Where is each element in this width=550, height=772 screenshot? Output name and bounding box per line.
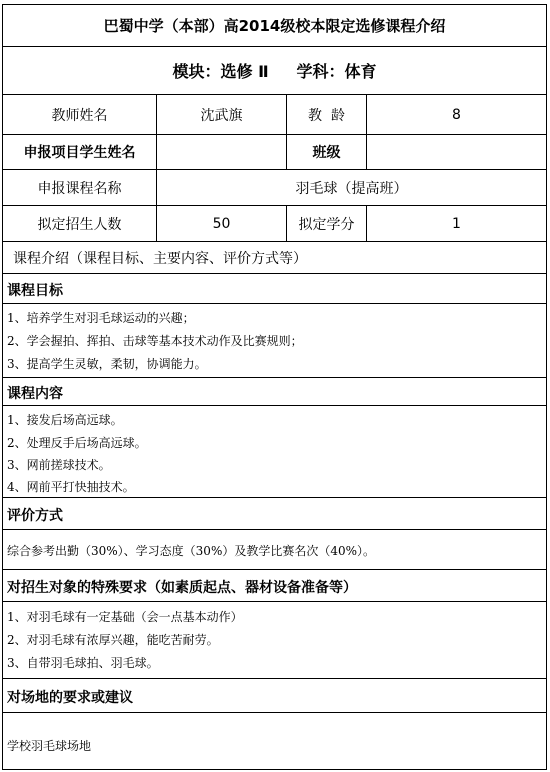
goals-line: 3、提高学生灵敏，柔韧，协调能力。 xyxy=(7,357,207,371)
course-name-row xyxy=(3,170,546,206)
title-row xyxy=(3,5,546,47)
enrollment-row xyxy=(3,206,546,242)
page-title: 巴蜀中学（本部）高2014级校本限定选修课程介绍 xyxy=(103,17,446,35)
evaluation-heading-row xyxy=(3,498,546,530)
requirements-line: 2、对羽毛球有浓厚兴趣，能吃苦耐劳。 xyxy=(7,633,219,647)
class-value xyxy=(366,135,546,169)
course-form xyxy=(2,4,547,770)
content-line: 1、接发后场高远球。 xyxy=(7,413,123,427)
goals-body xyxy=(3,304,546,378)
evaluation-heading: 评价方式 xyxy=(7,508,63,524)
teacher-name-label: 教师姓名 xyxy=(51,107,108,124)
requirements-line: 1、对羽毛球有一定基础（会一点基本动作） xyxy=(7,610,243,624)
goals-heading-row xyxy=(3,274,546,304)
requirements-body xyxy=(3,602,546,679)
content-line: 3、网前搓球技术。 xyxy=(7,458,111,472)
content-body xyxy=(3,406,546,498)
requirements-line: 3、自带羽毛球拍、羽毛球。 xyxy=(7,656,159,670)
requirements-heading: 对招生对象的特殊要求（如素质起点、器材设备准备等） xyxy=(7,580,357,596)
credit-label: 拟定学分 xyxy=(286,206,366,241)
evaluation-line: 综合参考出勤（30%）、学习态度（30%）及教学比赛名次（40%）。 xyxy=(7,544,376,558)
content-heading: 课程内容 xyxy=(7,386,63,402)
course-name-value: 羽毛球（提高班） xyxy=(156,170,546,205)
evaluation-body xyxy=(3,530,546,570)
applicant-name-value xyxy=(156,135,286,169)
teacher-name-value: 沈武旗 xyxy=(156,95,286,134)
enrollment-value: 50 xyxy=(156,206,286,241)
goals-heading: 课程目标 xyxy=(7,283,63,299)
content-heading-row xyxy=(3,378,546,406)
applicant-row xyxy=(3,135,546,170)
venue-heading-row xyxy=(3,679,546,713)
course-intro-row xyxy=(3,242,546,274)
enrollment-label: 拟定招生人数 xyxy=(37,216,122,233)
class-label: 班级 xyxy=(286,135,366,169)
course-name-label: 申报课程名称 xyxy=(37,180,122,197)
goals-line: 1、培养学生对羽毛球运动的兴趣； xyxy=(7,311,195,325)
content-line: 2、处理反手后场高远球。 xyxy=(7,436,147,450)
teaching-years-value: 8 xyxy=(366,95,546,134)
credit-value: 1 xyxy=(366,206,546,241)
venue-body xyxy=(3,713,546,769)
content-line: 4、网前平打快抽技术。 xyxy=(7,480,135,494)
course-intro-label: 课程介绍（课程目标、主要内容、评价方式等） xyxy=(13,250,307,267)
requirements-heading-row xyxy=(3,570,546,602)
venue-heading: 对场地的要求或建议 xyxy=(7,690,133,706)
venue-line: 学校羽毛球场地 xyxy=(7,739,92,753)
module-subject-line: 模块：选修 Ⅱ 学科：体育 xyxy=(172,62,377,81)
teacher-row xyxy=(3,95,546,135)
goals-line: 2、学会握拍、挥拍、击球等基本技术动作及比赛规则； xyxy=(7,334,303,348)
applicant-name-label: 申报项目学生姓名 xyxy=(23,145,136,161)
module-row xyxy=(3,47,546,95)
teaching-years-label: 教 龄 xyxy=(286,95,366,134)
